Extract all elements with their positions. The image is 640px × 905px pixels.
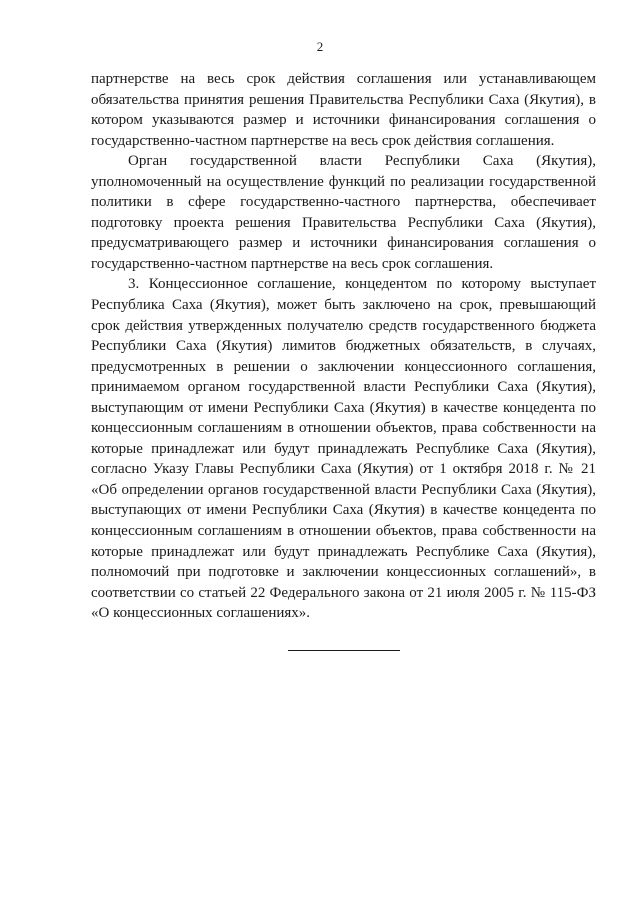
end-of-document-rule — [288, 650, 400, 651]
paragraph-continuation: партнерстве на весь срок действия соглашения или устанавливающем обязательства принятия решения Правительства Республики Саха (Якутия), в котором указываются размер и источники финансирования соглашения о государственно-частном партнерстве на весь срок действия соглашения. — [91, 71, 596, 149]
page-number: 2 — [316, 39, 324, 54]
paragraph-authority: Орган государственной власти Республики Саха (Якутия), уполномоченный на осуществление функций по реализации государственной политики в сфере государственно-частного партнерства, обеспечивает подготовку проекта решения Правительства Республики Саха (Якутия), предусматривающего размер и источники финансирования соглашения о государственно-частном партнерстве на весь срок соглашения. — [91, 153, 596, 272]
paragraph-concession-agreement: 3. Концессионное соглашение, концедентом по которому выступает Республика Саха (Якутия), может быть заключено на срок, превышающий срок действия утвержденных получателю средств государственного бюджета Республики Саха (Якутия) лимитов бюджетных обязательств, в случаях, предусмотренных в решении о заключении концессионного соглашения, принимаемом органом государственной власти Республики Саха (Якутия), выступающим от имени Республики Саха (Якутия) в качестве концедента по концессионным соглашениям в отношении объектов, права собственности на которые принадлежат или будут принадлежать Республике Саха (Якутия), согласно Указу Главы Республики Саха (Якутия) от 1 октября 2018 г. № 21 «Об определении органов государственной власти Республики Саха (Якутия), выступающих от имени Республики Саха (Якутия) в качестве концедента по концессионным соглашениям в отношении объектов, права собственности на которые принадлежат или будут принадлежать Республике Саха (Якутия), полномочий при подготовке и заключении концессионных соглашений», в соответствии со статьей 22 Федерального закона от 21 июля 2005 г. № 115-ФЗ «О концессионных соглашениях». — [91, 276, 596, 622]
document-body — [91, 69, 596, 624]
